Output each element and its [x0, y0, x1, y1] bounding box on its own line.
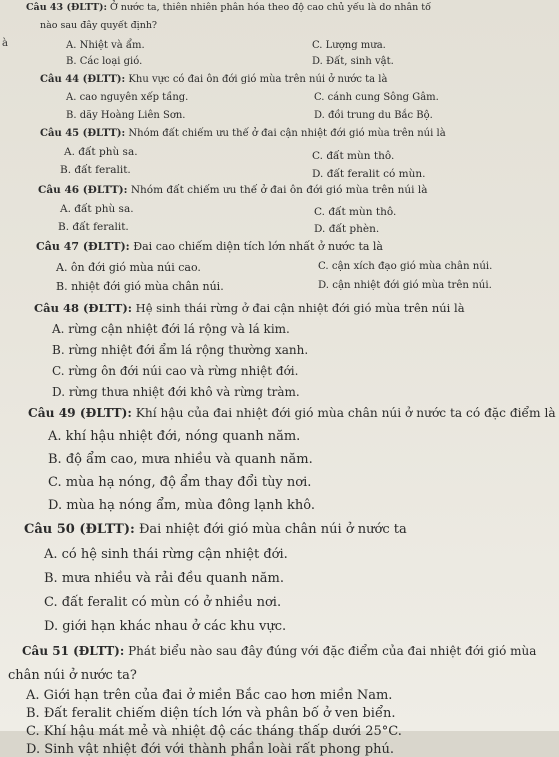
question-text: Phát biểu nào sau đây đúng với đặc điểm của đai nhiệt đới gió mùa — [128, 644, 537, 658]
question-number: Câu 46 (ĐLTT): — [38, 184, 128, 196]
question-text: Nhóm đất chiếm ưu thế ở đai cận nhiệt đới gió mùa trên núi là — [128, 128, 446, 139]
option-b: B. Đất feralit chiếm diện tích lớn và phân bố ở ven biển. — [26, 706, 396, 721]
option-d: D. giới hạn khác nhau ở các khu vực. — [44, 619, 287, 634]
option-b: B. đất feralit. — [60, 164, 131, 176]
question-number: Câu 48 (ĐLTT): — [34, 301, 133, 315]
option-a: A. đất phù sa. — [60, 203, 134, 215]
question-text: Khí hậu của đai nhiệt đới gió mùa chân núi ở nước ta có đặc điểm là — [135, 406, 556, 420]
question-text: Hệ sinh thái rừng ở đai cận nhiệt đới gió mùa trên núi là — [135, 301, 465, 315]
question-text: Đai nhiệt đới gió mùa chân núi ở nước ta — [138, 522, 407, 537]
question-text: Nhóm đất chiếm ưu thế ở đai ôn đới gió mùa trên núi là — [130, 184, 428, 196]
option-a: A. khí hậu nhiệt đới, nóng quanh năm. — [48, 429, 301, 444]
question-45 — [40, 128, 446, 139]
question-43 — [26, 2, 431, 13]
option-a: A. rừng cận nhiệt đới lá rộng và lá kim. — [52, 322, 290, 336]
question-47 — [36, 240, 383, 253]
question-49 — [28, 406, 556, 420]
option-c: C. cận xích đạo gió mùa chân núi. — [318, 261, 493, 272]
option-d: D. mùa hạ nóng ẩm, mùa đông lạnh khô. — [48, 498, 315, 513]
question-46 — [38, 184, 427, 196]
question-51 — [22, 644, 536, 658]
option-d: D. rừng thưa nhiệt đới khô và rừng tràm. — [52, 385, 300, 399]
question-number: Câu 44 (ĐLTT): — [40, 74, 126, 85]
question-number: Câu 45 (ĐLTT): — [40, 128, 126, 139]
question-number: Câu 49 (ĐLTT): — [28, 406, 132, 420]
option-a: A. đất phù sa. — [64, 146, 138, 158]
option-b: B. Các loại gió. — [66, 56, 143, 67]
option-c: C. Lượng mưa. — [312, 40, 386, 51]
option-c: C. rừng ôn đới núi cao và rừng nhiệt đới. — [52, 364, 299, 378]
option-b: B. độ ẩm cao, mưa nhiều và quanh năm. — [48, 452, 313, 467]
question-number: Câu 47 (ĐLTT): — [36, 240, 130, 253]
option-d: D. đất phèn. — [314, 223, 380, 235]
option-b: B. rừng nhiệt đới ẩm lá rộng thường xanh. — [52, 343, 309, 357]
option-d: D. đồi trung du Bắc Bộ. — [314, 110, 433, 121]
question-text: Khu vực có đai ôn đới gió mùa trên núi ở nước ta là — [128, 74, 388, 85]
margin-mark: à — [2, 38, 8, 49]
question-number: Câu 51 (ĐLTT): — [22, 644, 125, 658]
option-c: C. Khí hậu mát mẻ và nhiệt độ các tháng thấp dưới 25°C. — [26, 724, 402, 739]
option-c: C. mùa hạ nóng, độ ẩm thay đổi tùy nơi. — [48, 475, 312, 490]
option-b: B. mưa nhiều và rải đều quanh năm. — [44, 571, 285, 586]
option-d: D. Đất, sinh vật. — [312, 56, 394, 67]
option-a: A. Giới hạn trên của đai ở miền Bắc cao hơn miền Nam. — [26, 688, 393, 703]
option-b: B. đất feralit. — [58, 221, 129, 233]
option-c: C. đất feralit có mùn có ở nhiều nơi. — [44, 595, 282, 610]
question-50 — [24, 522, 407, 537]
option-a: A. ôn đới gió mùa núi cao. — [56, 261, 201, 274]
question-number: Câu 50 (ĐLTT): — [24, 522, 135, 537]
question-44 — [40, 74, 387, 85]
option-d: D. Sinh vật nhiệt đới với thành phần loài rất phong phú. — [26, 742, 394, 757]
option-d: D. đất feralit có mùn. — [312, 168, 426, 180]
question-43-line2: nào sau đây quyết định? — [40, 20, 158, 31]
option-d: D. cận nhiệt đới gió mùa trên núi. — [318, 280, 492, 291]
question-48 — [34, 301, 465, 315]
option-c: C. đất mùn thô. — [314, 206, 397, 218]
option-c: C. cánh cung Sông Gâm. — [314, 92, 439, 103]
option-c: C. đất mùn thô. — [312, 150, 395, 162]
option-b: B. nhiệt đới gió mùa chân núi. — [56, 280, 224, 293]
question-text: Ở nước ta, thiên nhiên phân hóa theo độ cao chủ yếu là do nhân tố — [110, 2, 431, 13]
question-text: Đai cao chiếm diện tích lớn nhất ở nước ta là — [133, 240, 383, 253]
option-b: B. dãy Hoàng Liên Sơn. — [66, 110, 186, 121]
question-51-line2: chân núi ở nước ta? — [8, 668, 137, 683]
question-number: Câu 43 (ĐLTT): — [26, 2, 107, 13]
option-a: A. Nhiệt và ẩm. — [66, 40, 145, 51]
option-a: A. có hệ sinh thái rừng cận nhiệt đới. — [44, 547, 288, 562]
option-a: A. cao nguyên xếp tầng. — [66, 92, 189, 103]
